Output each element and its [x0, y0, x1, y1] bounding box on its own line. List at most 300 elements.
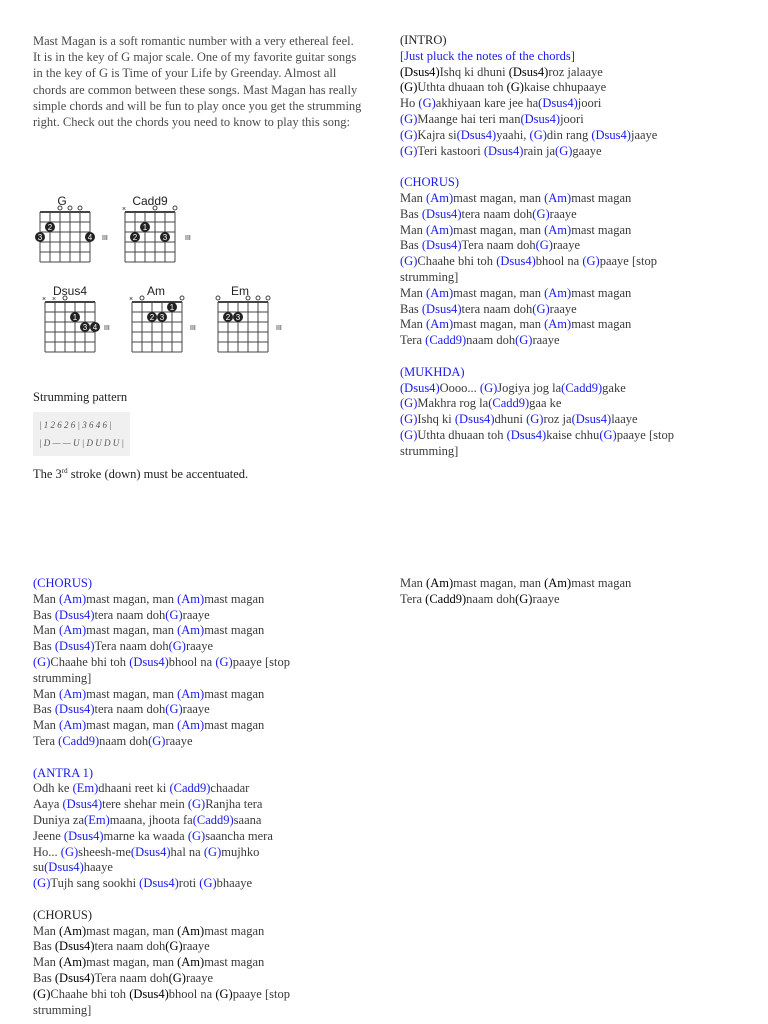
chord-label: G [219, 986, 229, 1001]
lyric-line: Tera (Cadd9)naam doh(G)raaye [400, 333, 560, 348]
lyric-text: Tera naam doh [461, 238, 536, 253]
lyric-text: Bas [400, 301, 422, 316]
chord-am-finger: 3 [159, 313, 165, 322]
lyric-text: Man [400, 222, 427, 237]
chord-em-finger: 3 [235, 313, 241, 322]
chord-am-fret: III [190, 325, 196, 332]
lyric-text: paaye [stop [616, 427, 674, 442]
lyric-line [400, 444, 730, 460]
lyric-text: tera naam doh [94, 939, 166, 954]
svg-text:×: × [42, 296, 47, 303]
lyric-text: Man [33, 955, 60, 970]
lyric-text: din rang [546, 127, 592, 142]
lyric-text: bhool na [168, 986, 216, 1001]
chord-label: G [536, 301, 546, 316]
chord-label: Dsus4 [510, 427, 543, 442]
chord-label: Am [430, 190, 449, 205]
lyric-line: Man (Am)mast magan, man (Am)mast magan [400, 285, 632, 300]
chord-label: Dsus4 [404, 380, 436, 395]
chord-label: G [603, 427, 613, 442]
chorus-heading: (CHORUS) [33, 576, 93, 590]
lyric-text: Man [400, 285, 427, 300]
lyric-line: Man (Am)mast magan, man (Am)mast magan [33, 686, 265, 701]
lyric-text: raaye [165, 733, 193, 748]
lyric-text: mast magan, man [86, 923, 178, 938]
lyric-text: raaye [552, 238, 581, 253]
chord-label: G [169, 702, 179, 717]
chord-label: G [559, 143, 569, 158]
chord-label: G [519, 333, 529, 348]
chord-label: Am [181, 591, 201, 606]
lyric-text: strumming] [33, 1002, 92, 1017]
lyric-text: raaye [182, 702, 210, 717]
chord-label: G [64, 844, 74, 859]
lyric-line: Bas (Dsus4)Tera naam doh(G)raaye [33, 970, 214, 985]
chord-label: G [404, 396, 414, 411]
lyric-text: strumming] [33, 670, 92, 685]
lyric-text: mast magan [571, 285, 632, 300]
chord-cadd9-name: Cadd9 [132, 194, 168, 208]
lyric-text: roti [178, 876, 200, 891]
mukhda-section [400, 365, 730, 460]
chord-label: Am [63, 923, 82, 938]
chord-label: Dsus4 [426, 301, 458, 316]
chorus-heading: (CHORUS) [33, 907, 93, 922]
chord-label: Em [76, 781, 95, 796]
chord-em-fret: III [276, 325, 282, 332]
lyric-text: sheesh-me [78, 844, 131, 859]
chord-label: G [510, 80, 520, 95]
lyric-text: mast magan [571, 222, 632, 237]
lyric-text: tera naam doh [461, 301, 533, 316]
chord-label: Am [181, 686, 201, 701]
chord-label: Cadd9 [173, 781, 207, 796]
chord-label: Cadd9 [429, 591, 462, 606]
lyric-text: joori [560, 111, 584, 126]
lyric-text: roz jalaaye [548, 64, 603, 79]
chord-label: Dsus4 [459, 412, 491, 427]
lyric-line: Bas (Dsus4)tera naam doh(G)raaye [33, 939, 210, 954]
lyric-line: Ho... (G)sheesh-me(Dsus4)hal na (G)mujhko [33, 844, 260, 859]
chorus-section-1 [400, 175, 730, 349]
chord-label: G [530, 412, 540, 427]
lyric-line: Tera (Cadd9)naam doh(G)raaye [33, 733, 193, 748]
chord-label: Dsus4 [133, 986, 165, 1001]
chord-label: G [539, 238, 549, 253]
chord-am-finger: 1 [169, 303, 175, 312]
chord-label: G [219, 654, 229, 669]
chord-label: G [208, 844, 218, 859]
chord-dsus4-finger: 1 [72, 313, 78, 322]
lyric-text: mast magan [571, 317, 632, 332]
chord-label: Dsus4 [404, 64, 436, 79]
chord-g-fret: III [102, 235, 108, 242]
lyric-text: Odh ke [33, 781, 73, 796]
lyric-text: Chaahe bhi toh [417, 254, 497, 269]
chord-label: Dsus4 [59, 970, 91, 985]
chord-label: Cadd9 [492, 396, 525, 411]
chord-label: Am [548, 317, 568, 332]
lyric-line: (G)Uthta dhuaan toh (Dsus4)kaise chhu(G)paaye [stop [400, 427, 674, 442]
chord-label: G [404, 412, 414, 427]
lyric-text: Ranjha tera [205, 797, 263, 812]
lyric-text: gaaye [572, 143, 602, 158]
lyric-text: mast magan, man [86, 718, 178, 733]
lyric-text: strumming] [400, 269, 459, 284]
chord-label: Am [430, 576, 449, 590]
chord-cadd9-finger: 2 [132, 233, 138, 242]
lyric-line [33, 1003, 363, 1019]
lyric-text: Jeene [33, 828, 64, 843]
chord-label: Cadd9 [196, 812, 230, 827]
chord-em-diagram [218, 302, 268, 352]
lyric-line: Bas (Dsus4)tera naam doh(G)raaye [400, 301, 577, 316]
lyric-text: Bas [33, 639, 55, 654]
chord-label: G [484, 380, 494, 395]
lyric-text: saana [233, 812, 262, 827]
lyric-line: su(Dsus4)haaye [33, 860, 113, 875]
lyric-line: (G)Ishq ki (Dsus4)dhuni (G)roz ja(Dsus4)laaye [400, 412, 638, 427]
lyric-text: Jogiya jog la [497, 380, 562, 395]
lyric-line: Aaya (Dsus4)tere shehar mein (G)Ranjha tera [33, 797, 263, 812]
chord-label: G [404, 111, 414, 126]
chord-g-finger: 3 [37, 233, 43, 242]
chord-label: Dsus4 [66, 797, 98, 812]
lyric-text: mast magan [571, 576, 632, 590]
lyric-text: Bas [33, 607, 55, 622]
lyric-text: Bas [400, 238, 422, 253]
chord-label: Dsus4 [575, 412, 608, 427]
chord-label: G [152, 733, 162, 748]
lyric-text: rain ja [523, 143, 556, 158]
chord-label: G [404, 427, 414, 442]
lyric-text: raaye [549, 301, 577, 316]
lyric-text: paaye [stop [232, 654, 290, 669]
chord-label: G [519, 591, 529, 606]
chord-label: Am [548, 222, 568, 237]
chord-label: Am [63, 591, 82, 606]
lyric-text: su [33, 860, 45, 875]
lyric-line: (G)Maange hai teri man(Dsus4)joori [400, 111, 584, 126]
chord-label: Am [430, 222, 449, 237]
chord-label: Dsus4 [135, 844, 167, 859]
lyric-text: bhool na [535, 254, 583, 269]
lyric-text: Ishq ki dhuni [439, 64, 509, 79]
chord-label: G [192, 797, 202, 812]
lyric-text: yaahi, [496, 127, 530, 142]
lyric-text: mast magan, man [453, 222, 545, 237]
lyric-text: bhaaye [216, 876, 253, 891]
chord-label: Am [63, 718, 82, 733]
chord-label: G [172, 639, 182, 654]
chord-label: Dsus4 [524, 111, 556, 126]
chord-label: Dsus4 [68, 828, 100, 843]
chord-label: Dsus4 [426, 206, 458, 221]
lyric-text: raaye [182, 607, 210, 622]
lyric-text: Bas [400, 206, 422, 221]
intro-paragraph: Mast Magan is a soft romantic number with a very ethereal feel. It is in the key of G major scale. One of my favorite guitar songs in the key of G is Time of your Life by Greenday. Almost all chords are common between these songs. Mast Magan has really simple chords and will be fun to play once you get the strumming right. Check out the chords you need to know to play this song: [33, 34, 362, 130]
lyric-text: mast magan, man [453, 190, 545, 205]
lyric-line: Man (Am)mast magan, man (Am)mast magan [33, 623, 265, 638]
lyric-line: Man (Am)mast magan, man (Am)mast magan [33, 923, 265, 938]
lyric-text: laaye [611, 412, 638, 427]
chord-label: Am [548, 190, 568, 205]
right-column [400, 33, 730, 460]
lyric-line: (G)Tujh sang sookhi (Dsus4)roti (G)bhaaye [33, 876, 253, 891]
chord-em-finger: 2 [225, 313, 231, 322]
lyric-text: tere shehar mein [102, 797, 188, 812]
chord-label: Dsus4 [460, 127, 493, 142]
chord-label: G [586, 254, 596, 269]
chord-am-name: Am [147, 284, 165, 298]
lyric-line: Bas (Dsus4)Tera naam doh(G)raaye [33, 639, 214, 654]
chord-g-name: G [57, 194, 67, 208]
chord-label: G [192, 828, 202, 843]
svg-text:×: × [129, 296, 134, 303]
lyric-text: Teri kastoori [417, 143, 484, 158]
chord-label: Dsus4 [59, 702, 91, 717]
lyric-text: mast magan [204, 923, 265, 938]
lyric-line: Bas (Dsus4)tera naam doh(G)raaye [400, 206, 577, 221]
chord-label: Am [181, 718, 201, 733]
lyric-line: Man (Am)mast magan, man (Am)mast magan [400, 576, 632, 590]
lyric-line: Bas (Dsus4)tera naam doh(G)raaye [33, 607, 210, 622]
lyric-text: naam doh [466, 333, 516, 348]
chord-label: G [404, 143, 414, 158]
lyric-text: raaye [532, 333, 560, 348]
lyric-line: Duniya za(Em)maana, jhoota fa(Cadd9)saana [33, 812, 262, 827]
chord-label: Dsus4 [595, 127, 627, 142]
lyric-line: Man (Am)mast magan, man (Am)mast magan [400, 222, 632, 237]
lyric-text: Ishq ki [417, 412, 455, 427]
right-bottom-column [400, 576, 730, 608]
lyric-text: gaa ke [529, 396, 562, 411]
chord-label: Dsus4 [133, 654, 165, 669]
lyric-text: tera naam doh [94, 607, 166, 622]
lyric-text: mujhko [221, 844, 260, 859]
lyric-text: mast magan, man [453, 317, 545, 332]
intro-heading: (INTRO) [400, 33, 447, 47]
lyric-line: (Dsus4)Ishq ki dhuni (Dsus4)roz jalaaye [400, 64, 603, 79]
chord-label: Dsus4 [512, 64, 545, 79]
lyric-text: mast magan [571, 190, 632, 205]
lyric-text: Bas [33, 702, 55, 717]
lyric-text: haaye [83, 860, 113, 875]
strumming-heading: Strumming pattern [33, 390, 128, 404]
lyric-text: mast magan, man [453, 576, 545, 590]
chord-g-finger: 2 [47, 223, 53, 232]
chord-label: G [422, 96, 432, 111]
lyric-text: roz ja [543, 412, 572, 427]
lyric-text: mast magan, man [86, 591, 178, 606]
lyric-line: Man (Am)mast magan, man (Am)mast magan [33, 955, 265, 970]
lyric-text: Chaahe bhi toh [50, 986, 130, 1001]
lyric-line: (Dsus4)Oooo... (G)Jogiya jog la(Cadd9)gake [400, 380, 626, 395]
strumming-row-1: | 1 2 6 2 6 | 3 6 4 6 | [39, 419, 112, 430]
lyric-text: jaaye [630, 127, 658, 142]
lyric-text: bhool na [168, 654, 216, 669]
lyric-line: (G)Uthta dhuaan toh (G)kaise chhupaaye [400, 80, 607, 95]
lyric-text: mast magan [204, 591, 265, 606]
lyric-text: raaye [185, 639, 214, 654]
chord-label: Am [548, 285, 568, 300]
chord-label: Cadd9 [429, 333, 462, 348]
chord-label: Am [181, 923, 201, 938]
lyric-line: Man (Am)mast magan, man (Am)mast magan [400, 317, 632, 332]
lyric-text: dhuni [494, 412, 527, 427]
lyric-line: Odh ke (Em)dhaani reet ki (Cadd9)chaadar [33, 781, 250, 796]
chord-label: G [203, 876, 213, 891]
lyric-line: (G)Kajra si(Dsus4)yaahi, (G)din rang (Dsus4)jaaye [400, 127, 658, 142]
antra-1-section [33, 766, 363, 892]
chord-em-name: Em [231, 284, 249, 298]
lyric-line: Bas (Dsus4)Tera naam doh(G)raaye [400, 238, 581, 253]
lyric-text: Duniya za [33, 812, 85, 827]
lyric-text: Man [33, 591, 60, 606]
chord-label: G [169, 939, 179, 954]
lyric-text: tera naam doh [461, 206, 533, 221]
lyric-text: gake [602, 380, 626, 395]
lyric-text: naam doh [466, 591, 516, 606]
lyric-text: tera naam doh [94, 702, 166, 717]
antra-1-heading: (ANTRA 1) [33, 765, 94, 780]
lyric-text: saancha mera [205, 828, 273, 843]
chord-label: G [404, 80, 414, 95]
lyric-text: Man [400, 317, 427, 332]
lyric-text: kaise chhu [546, 427, 600, 442]
chord-label: Cadd9 [62, 733, 95, 748]
lyric-text: Man [33, 623, 60, 638]
strumming-accent-note: The 3rd stroke (down) must be accentuated. [33, 466, 249, 481]
chord-label: Dsus4 [542, 96, 574, 111]
chord-g-diagram [37, 212, 90, 262]
lyric-text: Uthta dhuaan toh [417, 80, 507, 95]
chord-label: Am [181, 955, 201, 970]
svg-text:×: × [122, 206, 127, 213]
intro-note: [Just pluck the notes of the chords] [400, 48, 575, 63]
lyric-line: Man (Am)mast magan, man (Am)mast magan [33, 718, 265, 733]
mukhda-heading: (MUKHDA) [400, 364, 465, 379]
chord-label: Am [63, 686, 82, 701]
chord-label: G [404, 127, 414, 142]
lyric-text: Maange hai teri man [417, 111, 521, 126]
chord-label: Dsus4 [59, 939, 91, 954]
lyric-text: Man [400, 576, 427, 590]
lyric-text: strumming] [400, 443, 459, 458]
lyric-text: mast magan, man [86, 623, 178, 638]
lyric-text: mast magan [204, 718, 265, 733]
lyric-text: marne ka waada [103, 828, 188, 843]
lyric-text: raaye [185, 970, 214, 985]
chord-label: G [37, 876, 47, 891]
strumming-pattern-box [33, 412, 130, 456]
chord-label: Am [63, 623, 82, 638]
chord-g-finger: 4 [87, 233, 93, 242]
strumming-row-2: | D — — U | D U D U | [39, 437, 124, 448]
chord-label: Am [548, 576, 568, 590]
chord-label: Am [430, 285, 449, 300]
chord-label: Dsus4 [59, 639, 91, 654]
lyric-text: Chaahe bhi toh [50, 654, 130, 669]
lyric-text: Tera naam doh [94, 970, 169, 985]
chord-cadd9-fret: III [185, 235, 191, 242]
chorus-section-2 [33, 576, 363, 750]
lyric-text: Oooo... [439, 380, 480, 395]
lyric-text: Bas [33, 939, 55, 954]
chord-dsus4-name: Dsus4 [52, 284, 88, 298]
chord-label: Em [88, 812, 106, 827]
lyric-text: raaye [549, 206, 577, 221]
lyric-line: (G)Chaahe bhi toh (Dsus4)bhool na (G)paaye [stop [400, 254, 657, 269]
chord-label: G [37, 654, 47, 669]
chord-label: Dsus4 [488, 143, 520, 158]
lyric-text: Aaya [33, 797, 63, 812]
lyric-text: joori [577, 96, 602, 111]
lyric-text: Man [33, 718, 60, 733]
lyric-text: Man [33, 923, 60, 938]
lyric-text: mast magan, man [86, 955, 178, 970]
lyric-text: Uthta dhuaan toh [417, 427, 507, 442]
lyric-line: (G)Makhra rog la(Cadd9)gaa ke [400, 396, 562, 411]
lyric-text: mast magan, man [453, 285, 545, 300]
lyric-text: raaye [182, 939, 210, 954]
lyric-text: raaye [532, 591, 560, 606]
lyric-line: (G)Chaahe bhi toh (Dsus4)bhool na (G)paaye [stop [33, 654, 290, 669]
lyric-text: Ho [400, 96, 419, 111]
lyric-text: Tera [400, 591, 426, 606]
lyric-text: chaadar [210, 781, 250, 796]
lyric-line: Bas (Dsus4)tera naam doh(G)raaye [33, 702, 210, 717]
chord-label: Am [430, 317, 449, 332]
chord-label: G [536, 206, 546, 221]
left-bottom-column [33, 576, 363, 1018]
strumming-section [33, 390, 363, 483]
lyric-line: (G)Teri kastoori (Dsus4)rain ja(G)gaaye [400, 143, 602, 158]
lyric-text: maana, jhoota fa [109, 812, 193, 827]
lyric-text: mast magan [204, 686, 265, 701]
lyric-text: Tujh sang sookhi [50, 876, 140, 891]
chord-label: Dsus4 [426, 238, 458, 253]
lyric-text: hal na [170, 844, 204, 859]
lyric-line: Man (Am)mast magan, man (Am)mast magan [33, 591, 265, 606]
lyric-text: mast magan [204, 623, 265, 638]
chord-label: Am [63, 955, 82, 970]
chord-label: Am [181, 623, 201, 638]
lyric-text: Man [33, 686, 60, 701]
chord-label: Dsus4 [500, 254, 532, 269]
lyric-line: Ho (G)akhiyaan kare jee ha(Dsus4)joori [400, 96, 602, 111]
chord-diagrams [30, 190, 290, 360]
svg-text:×: × [52, 296, 57, 303]
chord-dsus4-fret: III [104, 325, 110, 332]
lyric-text: Makhra rog la [417, 396, 489, 411]
chord-label: G [533, 127, 543, 142]
lyric-text: Tera [400, 333, 426, 348]
lyric-text: Ho... [33, 844, 61, 859]
chord-label: G [37, 986, 47, 1001]
chord-label: G [404, 254, 414, 269]
lyric-line: Jeene (Dsus4)marne ka waada (G)saancha mera [33, 828, 273, 843]
intro-section [400, 33, 730, 159]
lyric-text: Kajra si [417, 127, 457, 142]
lyric-text: mast magan [204, 955, 265, 970]
lyric-line [33, 671, 363, 687]
lyric-text: paaye [stop [599, 254, 657, 269]
lyric-text: Man [400, 190, 427, 205]
chord-label: Cadd9 [565, 380, 598, 395]
chorus-section-3 [33, 908, 363, 1019]
chord-label: Dsus4 [143, 876, 175, 891]
